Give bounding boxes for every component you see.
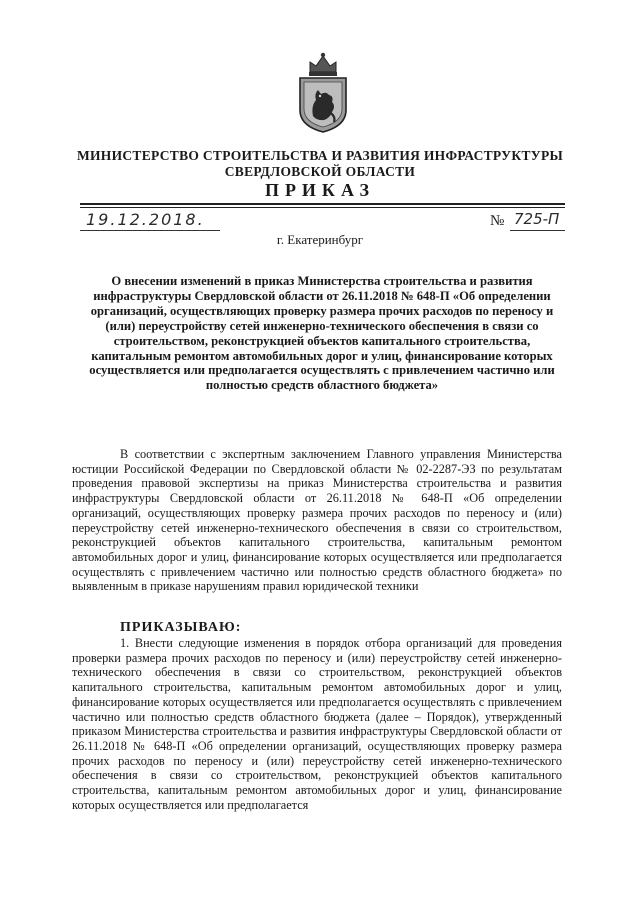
order-subject: О внесении изменений в приказ Министерства строительства и развития инфраструктуры Свердловской области от 26.11.2018 № 648-П «Об определении организаций, осуществляющих проверку размера прочих расходов по переносу и (или) переустройству сетей инженерно-технического обеспечения в связи со строительством, реконструкцией объектов капитального строительства, капитальным ремонтом автомобильных дорог и улиц, финансирование которых осуществляется или предполагается осуществлять с привлечением частично или полностью средств областного бюджета» [89,274,555,393]
document-type-title: ПРИКАЗ [264,180,376,200]
date-underline [80,230,220,231]
order-date: 19.12.2018. [86,210,205,229]
order-item-1: 1. Внести следующие изменения в порядок отбора организаций для проведения проверки размера прочих расходов по переносу и (или) переустройству сетей инженерно-технического обеспечения в связи со строительством, реконструкцией объектов капитального строительства, капитальным ремонтом автомобильных дорог и улиц, финансирование которых осуществляется или предполагается осуществлять с привлечением частично или полностью средств областного бюджета (далее – Порядок), утвержденный приказом Министерства строительства и развития инфраструктуры Свердловской области от 26.11.2018 № 648-П «Об определении организаций, осуществляющих проверку размера прочих расходов по переносу и (или) переустройству сетей инженерно-технического обеспечения в связи со строительством, реконструкцией объектов капитального строительства, капитальным ремонтом автомобильных дорог и улиц, финансирование которых осуществляется или предполагается [72,636,562,812]
number-sign: № [490,213,505,229]
header-divider-thin [80,207,565,208]
ministry-name-line2: СВЕРДЛОВСКОЙ ОБЛАСТИ [224,164,416,179]
number-underline [510,230,565,231]
header-divider-thick [80,203,565,205]
order-directive: ПРИКАЗЫВАЮ: [120,620,242,635]
city-name: г. Екатеринбург [276,232,364,247]
preamble-paragraph: В соответствии с экспертным заключением Главного управления Министерства юстиции Российской Федерации по Свердловской области № 02-2287-ЭЗ по результатам проведения правовой экспертизы на приказ Министерства строительства и развития инфраструктуры Свердловской области от 26.11.2018 № 648-П «Об определении организаций, осуществляющих проверку размера прочих расходов по переносу и (или) переустройству сетей инженерно-технического обеспечения в связи со строительством, реконструкцией объектов капитального строительства, капитальным ремонтом автомобильных дорог и улиц, финансирование которых осуществляется или предполагается осуществлять с привлечением частично или полностью средств областного бюджета» по выявленным в приказе нарушениям правил юридической техники [72,447,562,594]
ministry-name-line1: МИНИСТЕРСТВО СТРОИТЕЛЬСТВА И РАЗВИТИЯ ИНФРАСТРУКТУРЫ [76,148,564,163]
order-number: 725-П [514,210,560,228]
coat-of-arms-emblem [296,50,350,134]
